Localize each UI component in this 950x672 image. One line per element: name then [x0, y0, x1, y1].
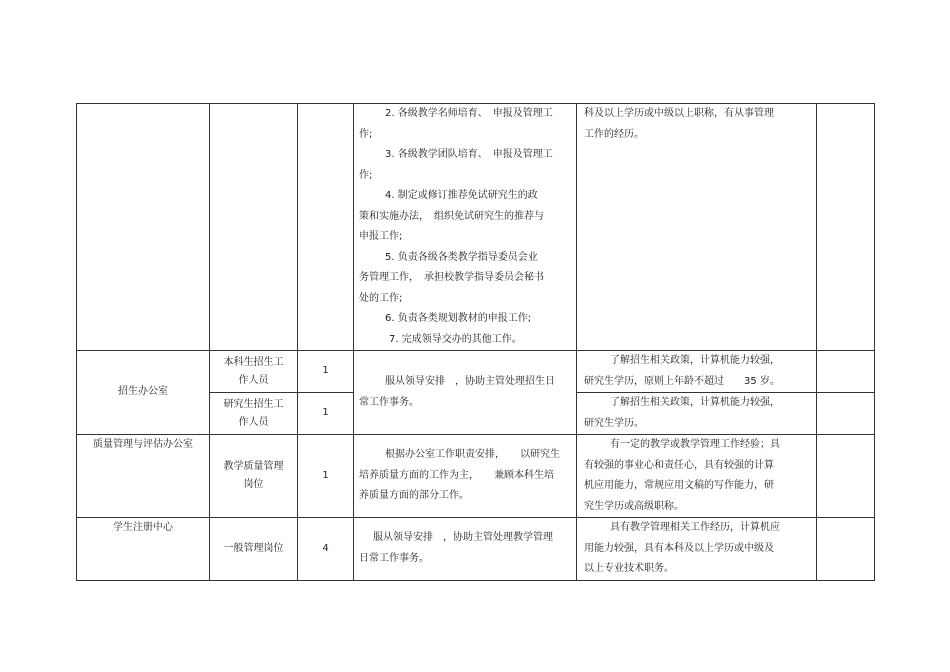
- table-row: [77, 351, 875, 393]
- position-name-line: 本科生招生工: [223, 356, 284, 368]
- remarks-cell: [817, 518, 875, 581]
- duty-line: 作;: [359, 169, 373, 181]
- position-name-line: 作人员: [238, 374, 269, 386]
- remarks-cell: [817, 104, 875, 351]
- duties-cell: [354, 435, 577, 518]
- department-name: 招生办公室: [118, 386, 168, 398]
- table-row: [77, 104, 875, 351]
- requirements-cell: [577, 435, 817, 518]
- duty-line: 7. 完成领导交办的其他工作。: [389, 333, 522, 345]
- count-cell: [298, 351, 354, 393]
- department-cell: [77, 104, 210, 351]
- duty-line: 服从领导安排 ，协助主管处理招生日: [385, 376, 555, 387]
- duty-line: 务管理工作， 承担校教学指导委员会秘书: [359, 272, 544, 283]
- duty-line: 日常工作事务。: [359, 552, 429, 564]
- position-name-line: 教学质量管理: [223, 461, 284, 472]
- duty-line: 养质量方面的部分工作。: [359, 490, 469, 502]
- requirements-cell: [577, 351, 817, 393]
- headcount: 1: [322, 365, 329, 377]
- headcount: 4: [322, 542, 329, 554]
- duty-line: 根据办公室工作职责安排， 以研究生: [385, 449, 560, 461]
- duty-line: 3. 各级教学团队培育、 申报及管理工: [385, 149, 553, 160]
- requirements-cell: [577, 518, 817, 581]
- requirement-line: 具有教学管理相关工作经历，计算机应: [610, 522, 780, 533]
- duties-cell: [354, 518, 577, 581]
- requirements-cell: [577, 393, 817, 435]
- requirement-line: 以上专业技术职务。: [584, 563, 674, 574]
- position-cell: [210, 435, 298, 518]
- position-name: 一般管理岗位: [223, 542, 284, 554]
- requirement-line: 有较强的事业心和责任心，具有较强的计算: [584, 459, 774, 471]
- headcount: 1: [322, 469, 329, 481]
- requirements-cell: [577, 104, 817, 351]
- duty-line: 作;: [359, 128, 373, 140]
- department-cell: [77, 518, 210, 581]
- positions-table: [76, 103, 875, 581]
- requirement-line: 究生学历或高级职称。: [584, 500, 684, 512]
- duty-line: 处的工作;: [359, 292, 403, 304]
- headcount: 1: [322, 407, 329, 419]
- duties-cell: [354, 351, 577, 435]
- requirement-line: 研究生学历。: [584, 417, 644, 429]
- count-cell: [298, 393, 354, 435]
- count-cell: [298, 518, 354, 581]
- duty-line: 策和实施办法， 组织免试研究生的推荐与: [359, 210, 544, 222]
- duties-cell: [354, 104, 577, 351]
- requirement-line: 了解招生相关政策，计算机能力较强，: [610, 397, 780, 408]
- duty-line: 常工作事务。: [359, 396, 419, 408]
- count-cell: [298, 435, 354, 518]
- requirement-line: 工作的经历。: [584, 128, 644, 140]
- remarks-cell: [817, 393, 875, 435]
- duty-line: 培养质量方面的工作为主， 兼顾本科生培: [359, 469, 554, 481]
- duty-line: 申报工作;: [359, 231, 403, 242]
- duty-line: 服从领导安排 ，协助主管处理教学管理: [373, 532, 553, 544]
- position-name-line: 岗位: [243, 479, 264, 490]
- position-cell: [210, 518, 298, 581]
- department-name: 质量管理与评估办公室: [93, 439, 193, 450]
- requirement-line: 了解招生相关政策，计算机能力较强，: [610, 355, 780, 366]
- position-cell: [210, 104, 298, 351]
- duty-line: 6. 负责各类规划教材的申报工作;: [385, 313, 532, 324]
- position-cell: [210, 351, 298, 393]
- requirement-line: 有一定的教学或教学管理工作经验；具: [610, 439, 780, 450]
- department-name: 学生注册中心: [113, 522, 173, 533]
- count-cell: [298, 104, 354, 351]
- duty-line: 5. 负责各级各类教学指导委员会业: [385, 251, 538, 263]
- requirement-line: 科及以上学历或中级以上职称，有从事管理: [584, 108, 774, 119]
- department-cell: [77, 351, 210, 435]
- position-cell: [210, 393, 298, 435]
- table-row: [77, 435, 875, 518]
- requirement-line: 用能力较强，具有本科及以上学历或中级及: [584, 542, 774, 554]
- requirement-line: 研究生学历，原则上年龄不超过 35 岁。: [584, 375, 780, 387]
- remarks-cell: [817, 435, 875, 518]
- requirement-line: 机应用能力，常规应用文稿的写作能力，研: [584, 480, 774, 491]
- position-name-line: 研究生招生工: [223, 398, 284, 410]
- duty-line: 2. 各级教学名师培育、 申报及管理工: [385, 108, 553, 119]
- duty-line: 4. 制定或修订推荐免试研究生的政: [385, 190, 538, 201]
- position-name-line: 作人员: [238, 416, 269, 428]
- remarks-cell: [817, 351, 875, 393]
- table-row: [77, 518, 875, 581]
- department-cell: [77, 435, 210, 518]
